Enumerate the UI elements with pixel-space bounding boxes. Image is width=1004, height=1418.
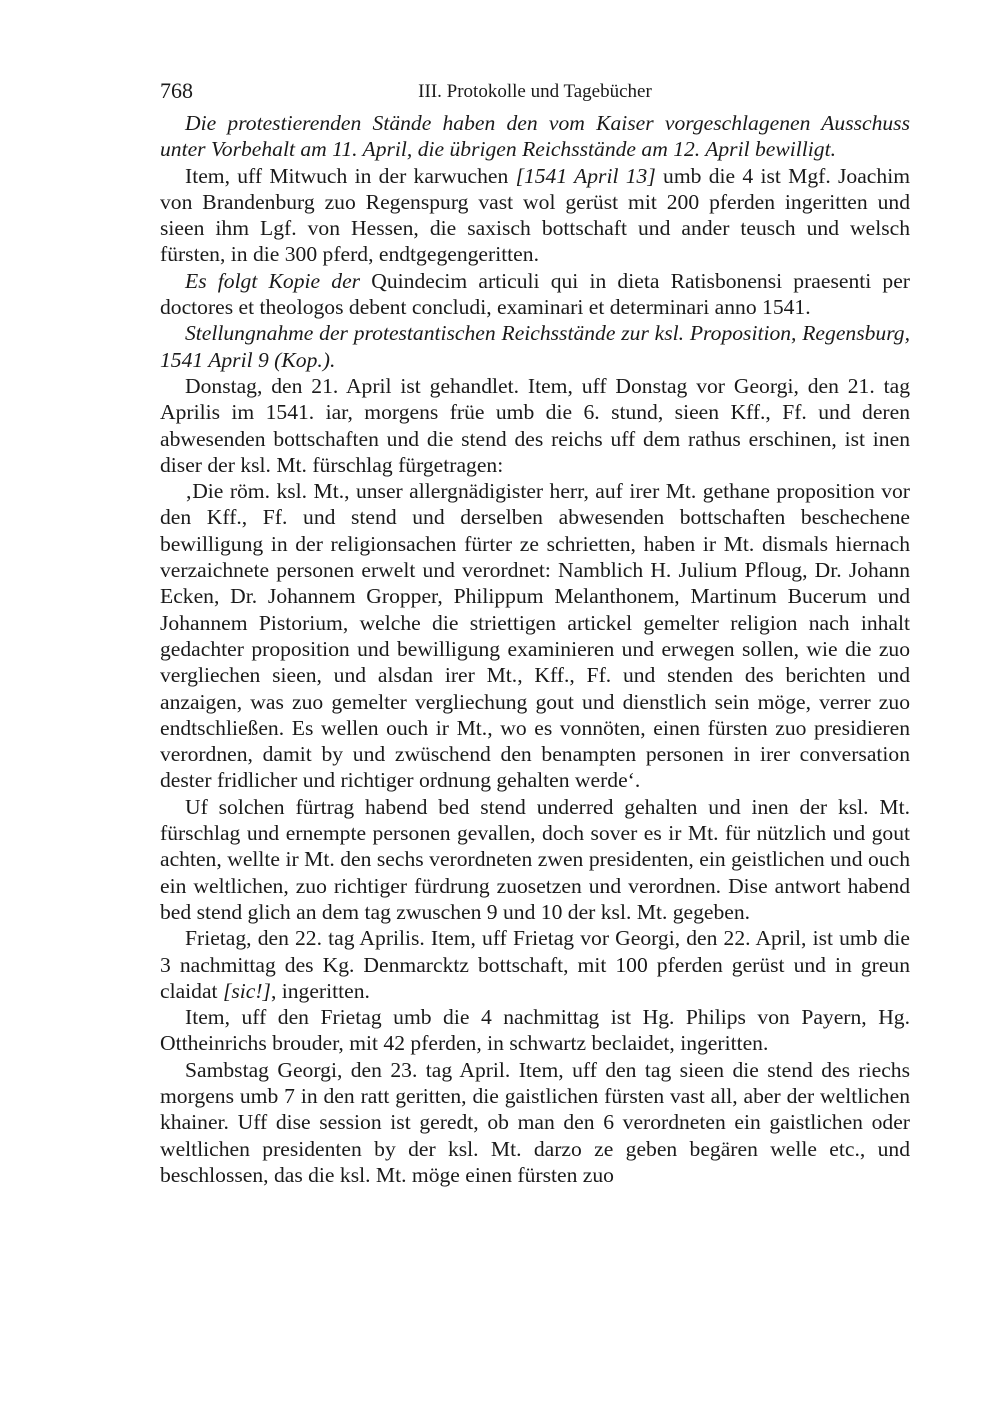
paragraph [160,268,910,321]
paragraph [160,925,910,1004]
page-number: 768 [160,78,193,103]
text-segment: umb die 4 ist Mgf. Joachim von Brandenburg zuo Regenspurg vast wol gerüst mit 200 pferden ingeritten und sieen ihm Lgf. von Hessen, die saxisch bottschaft und ander teusch und welsch fürsten, in die 300 pferd, endtgegengeritten. [160,163,910,267]
text-segment: Sambstag Georgi, den 23. tag April. Item, uff den tag sieen die stend des riechs morgens umb 7 in den ratt geritten, die gaistlichen fürsten vast all, aber der weltlichen khainer. Uff dise session ist geredt, ob man den 6 verordneten ein gaistlichen oder weltlichen presidenten by der ksl. Mt. darzo ze geben begären welle etc., und beschlossen, das die ksl. Mt. möge einen fürsten zuo [160,1057,910,1187]
text-segment: Uf solchen fürtrag habend bed stend underred gehalten und inen der ksl. Mt. fürschlag und ernempte personen gevallen, doch sover es ir Mt. für nützlich und gout achten, wellte ir Mt. den sechs verordneten zwen presidenten, ein geistlichen und ouch ein weltlichen, zuo richtiger fürdrung zuosetzen und verordnen. Dise antwort habend bed stend glich an dem tag zwuschen 9 und 10 der ksl. Mt. gegeben. [160,794,910,924]
paragraph [160,320,910,373]
text-segment: Donstag, den 21. April ist gehandlet. Item, uff Donstag vor Georgi, den 21. tag Aprilis im 1541. iar, morgens früe umb die 6. stund, sieen Kff., Ff. und deren abwesenden bottschaften und die stend des reichs uff dem rathus erschinen, ist inen diser der ksl. Mt. fürschlag fürgetragen: [160,373,910,477]
text-segment: , ingeritten. [270,978,370,1003]
italic-text-segment: Die protestierenden Stände haben den vom Kaiser vorgeschlagenen Ausschuss unter Vorbehalt am 11. April, die übrigen Reichsstände am 12. April bewilligt. [160,111,910,162]
paragraph [160,794,910,925]
text-segment: Item, uff den Frietag umb die 4 nachmittag ist Hg. Philips von Payern, Hg. Ottheinrichs brouder, mit 42 pferden, in schwartz beclaidet, ingeritten. [160,1005,910,1056]
italic-text-segment: Stellungnahme der protestantischen Reichsstände zur ksl. Proposition, Regensburg, 1541 April 9 (Kop.). [160,321,910,372]
text-segment: ‚Die röm. ksl. Mt., unser allergnädigister herr, auf irer Mt. gethane proposition vor den Kff., Ff. und stend und derselben abwesenden bottschaften beschechene bewilligung in der religionsachen fürter ze schrietten, haben ir Mt. dismals hiernach verzaichnete personen erwelt und verordnet: Namblich H. Julium Pfloug, Dr. Johann Ecken, Dr. Johannem Gropper, Philippum Melanthonem, Martinum Bucerum und Johannem Pistorium, welche die striettigen artickel gemelter religion nach inhalt gedachter proposition und bewilligung examinieren und erwegen sollen, wie die zuo vergliechen sieen, und alsdan irer Mt., Kff., Ff. und stenden des berichten und anzaigen, was zuo gemelter vergliechung gout und dienstlich sein möge, verrer zuo endtschließen. Es wellen ouch ir Mt., wo es vonnöten, einen fürsten zuo presidieren verordnen, damit by und zwüschend den benampten personen in irer conversation dester fridlicher und richtiger ordnung gehalten werde‘. [160,479,910,793]
text-segment: Quindecim articuli qui in dieta Ratisbonensi praesenti per doctores et theologos debent concludi, examinari et determinari anno 1541. [160,268,910,320]
paragraph [160,478,910,794]
document-page [160,78,910,1188]
running-title: III. Protokolle und Tagebücher [418,81,652,102]
paragraph [160,110,910,163]
text-segment: Item, uff Mitwuch in der karwuchen [185,163,516,188]
page-header [160,78,910,110]
paragraph [160,1057,910,1188]
italic-text-segment: Es folgt Kopie der [185,268,361,293]
paragraph [160,373,910,478]
body-text [160,110,910,1188]
text-segment: Frietag, den 22. tag Aprilis. Item, uff Frietag vor Georgi, den 22. April, ist umb die 3 nachmittag des Kg. Denmarcktz bottschaft, mit 100 pferden gerüst und in greun claidat [160,926,910,1003]
italic-text-segment: [1541 April 13] [515,163,656,188]
paragraph [160,1004,910,1057]
italic-text-segment: [sic!] [222,978,271,1003]
paragraph [160,163,910,268]
